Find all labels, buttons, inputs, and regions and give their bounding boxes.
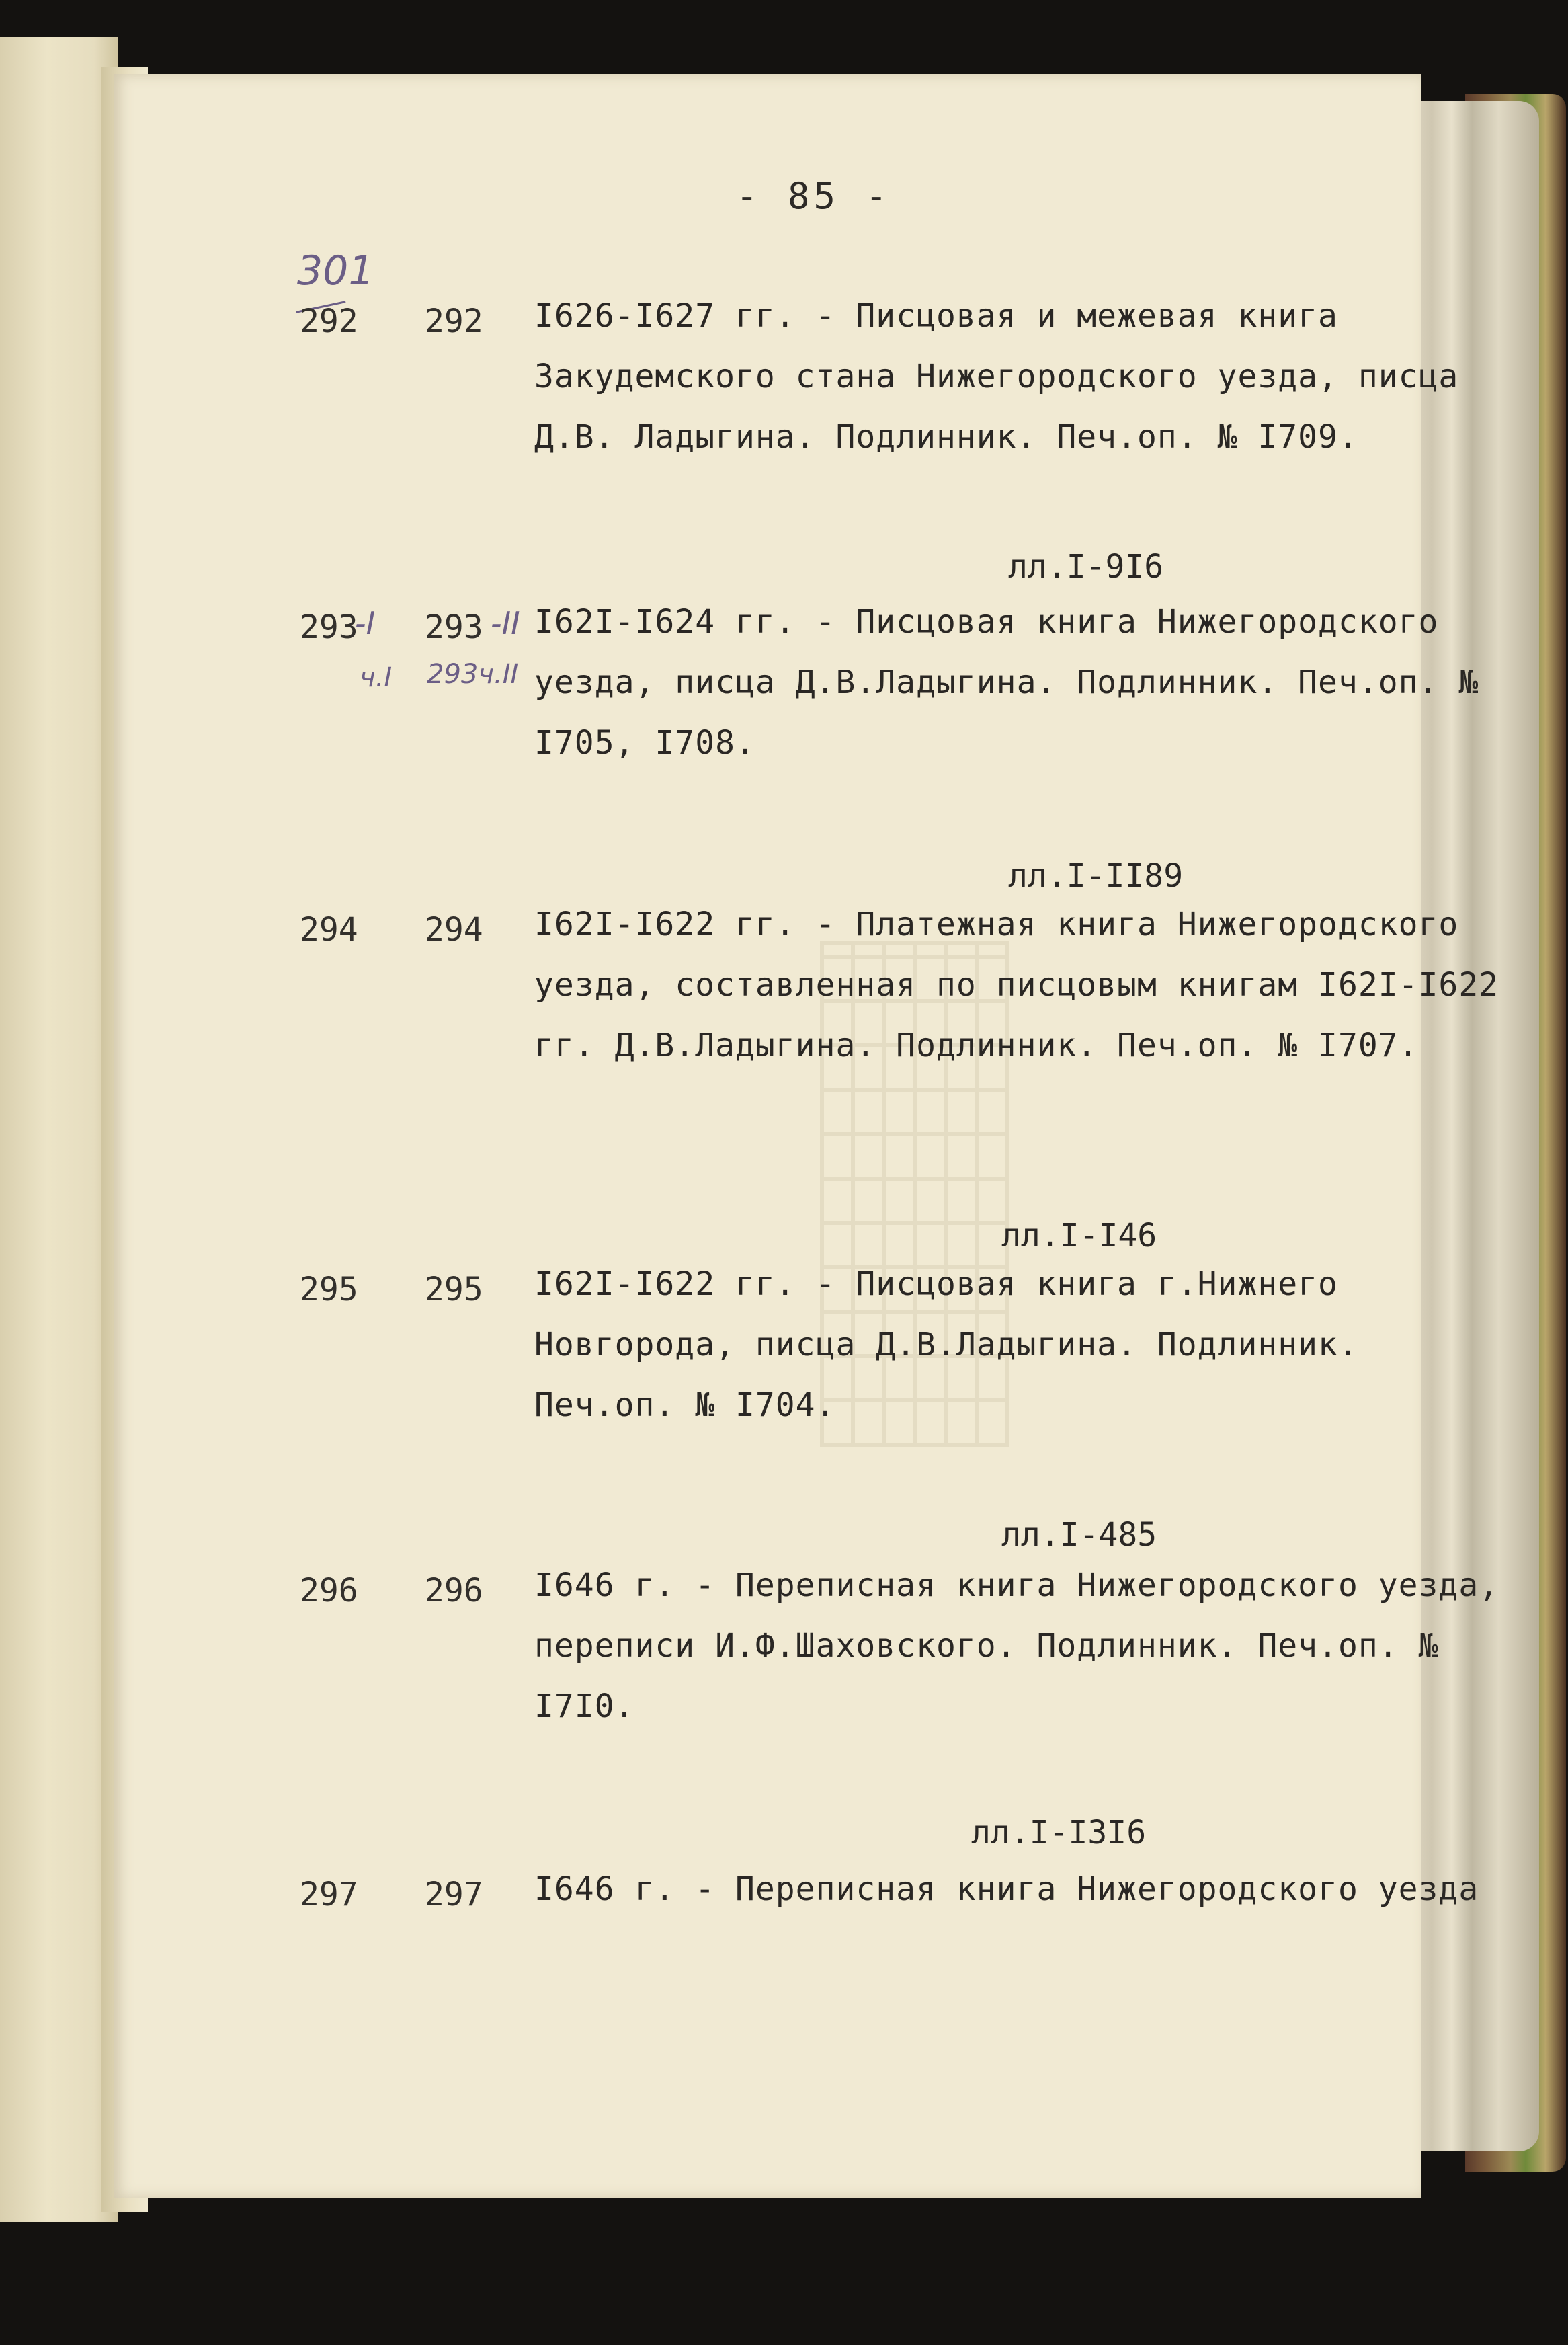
- handwritten-note-301: 301: [297, 247, 374, 294]
- entry-old-number: 294: [300, 911, 358, 949]
- entry-pages: лл.I-I3I6: [971, 1814, 1147, 1852]
- entry-description: I62I-I622 гг. - Писцовая книга г.Нижнего Новгорода, писца Д.В.Ладыгина. Подлинник. Печ.оп. № I704.: [534, 1265, 1358, 1424]
- handwritten-part-mark: 293ч.II: [427, 659, 519, 690]
- entry-old-number: 297: [300, 1876, 358, 1913]
- entry-description: I646 г. - Переписная книга Нижегородского уезда: [534, 1870, 1479, 1908]
- entry-number: 293: [425, 608, 483, 646]
- entry-number: 296: [425, 1572, 483, 1609]
- entry-number: 292: [425, 303, 483, 340]
- left-page-edge: [0, 37, 118, 2222]
- entry-number: 294: [425, 911, 483, 949]
- entry-description: I62I-I622 гг. - Платежная книга Нижегородского уезда, составленная по писцовым книгам I62I-I622 гг. Д.В.Ладыгина. Подлинник. Печ.оп. № I707.: [534, 906, 1499, 1064]
- page-number: - 85 -: [736, 175, 892, 217]
- entry-number: 295: [425, 1271, 483, 1308]
- entry-number: 297: [425, 1876, 483, 1913]
- handwritten-part-mark: -II: [491, 605, 520, 641]
- entry-pages: лл.I-485: [1001, 1516, 1157, 1554]
- entry-description: I626-I627 гг. - Писцовая и межевая книга Закудемского стана Нижегородского уезда, писца Д.В. Ладыгина. Подлинник. Печ.оп. № I709.: [534, 297, 1459, 456]
- entry-description: I646 г. - Переписная книга Нижегородского уезда, переписи И.Ф.Шаховского. Подлинник. Печ.оп. № I7I0.: [534, 1566, 1499, 1725]
- handwritten-part-mark: ч.I: [360, 662, 393, 693]
- document-page: [114, 74, 1499, 2198]
- entry-old-number: 295: [300, 1271, 358, 1308]
- entry-old-number: 293: [300, 608, 358, 646]
- entry-old-number: 296: [300, 1572, 358, 1609]
- entry-old-number: 292: [300, 303, 358, 340]
- entry-pages: лл.I-9I6: [1008, 548, 1164, 586]
- entry-pages: лл.I-II89: [1008, 857, 1184, 895]
- entry-description: I62I-I624 гг. - Писцовая книга Нижегородского уезда, писца Д.В.Ладыгина. Подлинник. Печ.оп. № I705, I708.: [534, 603, 1479, 762]
- entry-pages: лл.I-I46: [1001, 1217, 1157, 1255]
- handwritten-part-mark: -I: [355, 605, 376, 641]
